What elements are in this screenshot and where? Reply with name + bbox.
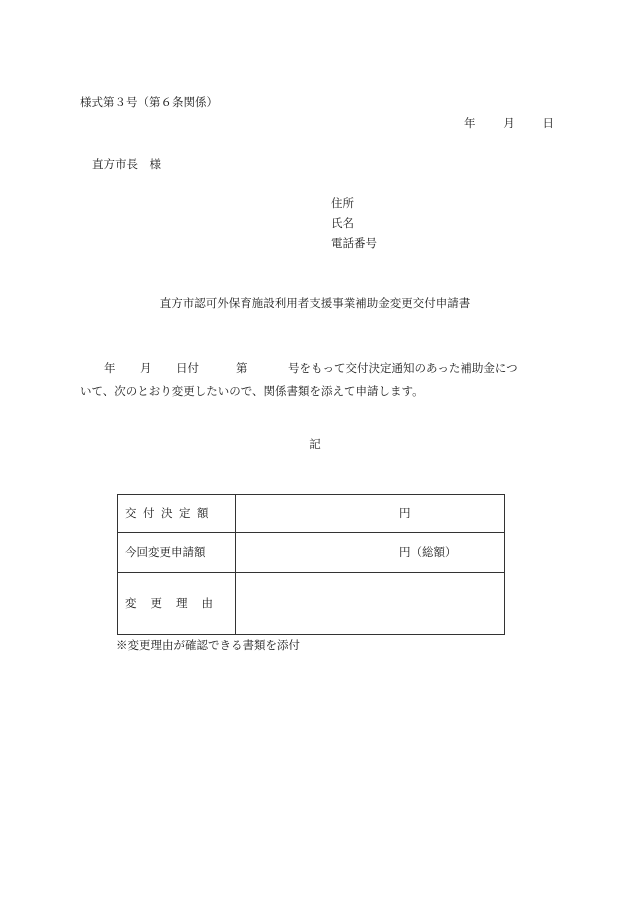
table-row bbox=[118, 495, 505, 533]
body-month-label: 月 bbox=[140, 361, 152, 375]
table-value-cell bbox=[236, 533, 505, 573]
value-decision-amount: 円 bbox=[399, 505, 411, 520]
ki-heading: 記 bbox=[309, 437, 321, 451]
body-line-2: いて、次のとおり変更したいので、関係書類を添えて申請します。 bbox=[80, 384, 424, 398]
body-number-prefix: 第 bbox=[236, 361, 248, 375]
date-month-label: 月 bbox=[503, 116, 515, 130]
label-decision-amount: 交付決定額 bbox=[125, 505, 215, 520]
date-line bbox=[464, 118, 554, 130]
address-label: 住所 bbox=[331, 196, 354, 210]
attachment-note: ※変更理由が確認できる書類を添付 bbox=[116, 638, 300, 652]
applicant-block bbox=[331, 198, 377, 258]
value-change-amount: 円（総額） bbox=[399, 544, 457, 559]
date-day-label: 日 bbox=[542, 116, 554, 130]
label-change-reason: 変更理由 bbox=[125, 595, 227, 610]
table-row bbox=[118, 533, 505, 573]
label-change-amount: 今回変更申請額 bbox=[125, 544, 206, 559]
date-year-label: 年 bbox=[464, 116, 476, 130]
info-table bbox=[117, 494, 505, 635]
document-title: 直方市認可外保育施設利用者支援事業補助金変更交付申請書 bbox=[159, 296, 471, 310]
table-value-cell bbox=[236, 495, 505, 533]
table-label-cell bbox=[118, 495, 236, 533]
table-label-cell bbox=[118, 573, 236, 635]
table-label-cell bbox=[118, 533, 236, 573]
form-number: 様式第３号（第６条関係） bbox=[80, 95, 218, 109]
table-value-cell bbox=[236, 573, 505, 635]
body-line-1 bbox=[80, 357, 518, 380]
body-line1-rest: 号をもって交付決定通知のあった補助金につ bbox=[288, 361, 518, 375]
body-date-suffix: 日付 bbox=[176, 361, 199, 375]
body-year-label: 年 bbox=[104, 361, 116, 375]
body-text bbox=[80, 357, 518, 403]
table-row bbox=[118, 573, 505, 635]
phone-label: 電話番号 bbox=[331, 236, 377, 250]
addressee: 直方市長 様 bbox=[92, 157, 161, 171]
name-label: 氏名 bbox=[331, 216, 354, 230]
